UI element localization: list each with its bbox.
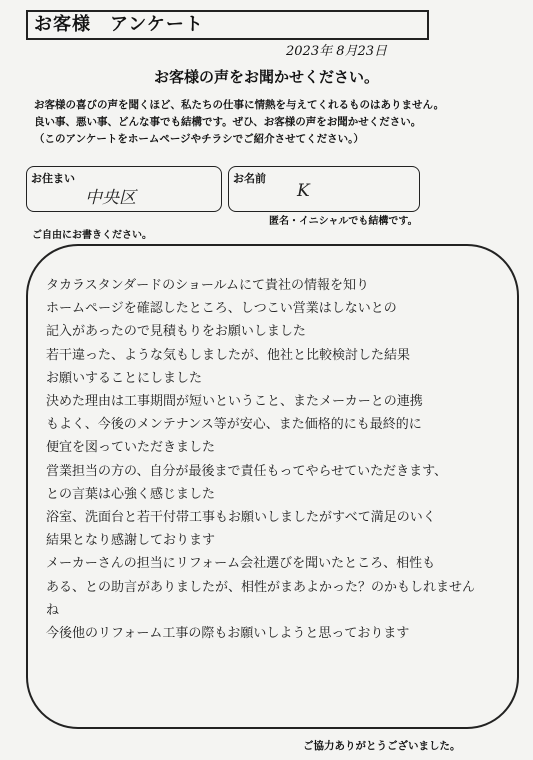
name-note: 匿名・イニシャルでも結構です。 bbox=[269, 216, 418, 227]
address-label: お住まい bbox=[31, 172, 75, 185]
comment-line: 決めた理由は工事期間が短いということ、またメーカーとの連携 bbox=[46, 394, 423, 410]
comment-line: もよく、今後のメンテナンス等が安心、また価格的にも最終的に bbox=[46, 417, 422, 433]
comment-line: との言葉は心強く感じました bbox=[46, 486, 216, 502]
intro-line: （このアンケートをホームページやチラシでご紹介させてください。） bbox=[34, 133, 364, 145]
name-field[interactable] bbox=[228, 166, 420, 212]
name-label: お名前 bbox=[233, 172, 266, 185]
comment-line: ホームページを確認したところ、しつこい営業はしないとの bbox=[46, 301, 397, 317]
comment-line: ね bbox=[46, 602, 60, 618]
comment-text bbox=[46, 274, 475, 645]
thanks-text: ご協力ありがとうございました。 bbox=[303, 740, 461, 752]
intro-line: 良い事、悪い事、どんな事でも結構です。ぜひ、お客様の声をお聞かせください。 bbox=[34, 116, 422, 128]
comment-line: タカラスタンダードのショールムにて貴社の情報を知り bbox=[46, 278, 370, 293]
comment-line: 記入があったので見積もりをお願いしました bbox=[46, 324, 306, 340]
free-comment-label: ご自由にお書きください。 bbox=[32, 230, 152, 241]
address-value: 中央区 bbox=[85, 188, 136, 208]
comment-line: メーカーさんの担当にリフォーム会社選びを聞いたところ、相性も bbox=[46, 556, 436, 572]
survey-title: お客様 アンケート bbox=[26, 10, 429, 40]
comment-line: 浴室、洗面台と若干付帯工事もお願いしましたがすべて満足のいく bbox=[46, 510, 436, 526]
comment-line: 今後他のリフォーム工事の際もお願いしようと思っております bbox=[46, 626, 410, 642]
comment-line: 便宜を図っていただきました bbox=[46, 440, 216, 456]
survey-heading: お客様の声をお聞かせください。 bbox=[153, 68, 379, 86]
comment-line: 若干違った、ような気もしましたが、他社と比較検討した結果 bbox=[46, 347, 411, 363]
address-field[interactable] bbox=[26, 166, 222, 212]
comment-line: お願いすることにしました bbox=[46, 370, 203, 386]
intro-line: お客様の喜びの声を聞くほど、私たちの仕事に情熱を与えてくれるものはありません。 bbox=[34, 99, 445, 111]
comment-line: ある、との助言がありましたが、相性がまあよかった？のかもしれません bbox=[46, 579, 476, 595]
name-value: K bbox=[297, 181, 310, 201]
comment-line: 結果となり感謝しております bbox=[46, 533, 216, 549]
survey-date: 2023年 8月23日 bbox=[286, 44, 388, 59]
intro-text bbox=[34, 97, 444, 148]
comment-line: 営業担当の方の、自分が最後まで責任もってやらせていただきます、 bbox=[46, 463, 448, 479]
